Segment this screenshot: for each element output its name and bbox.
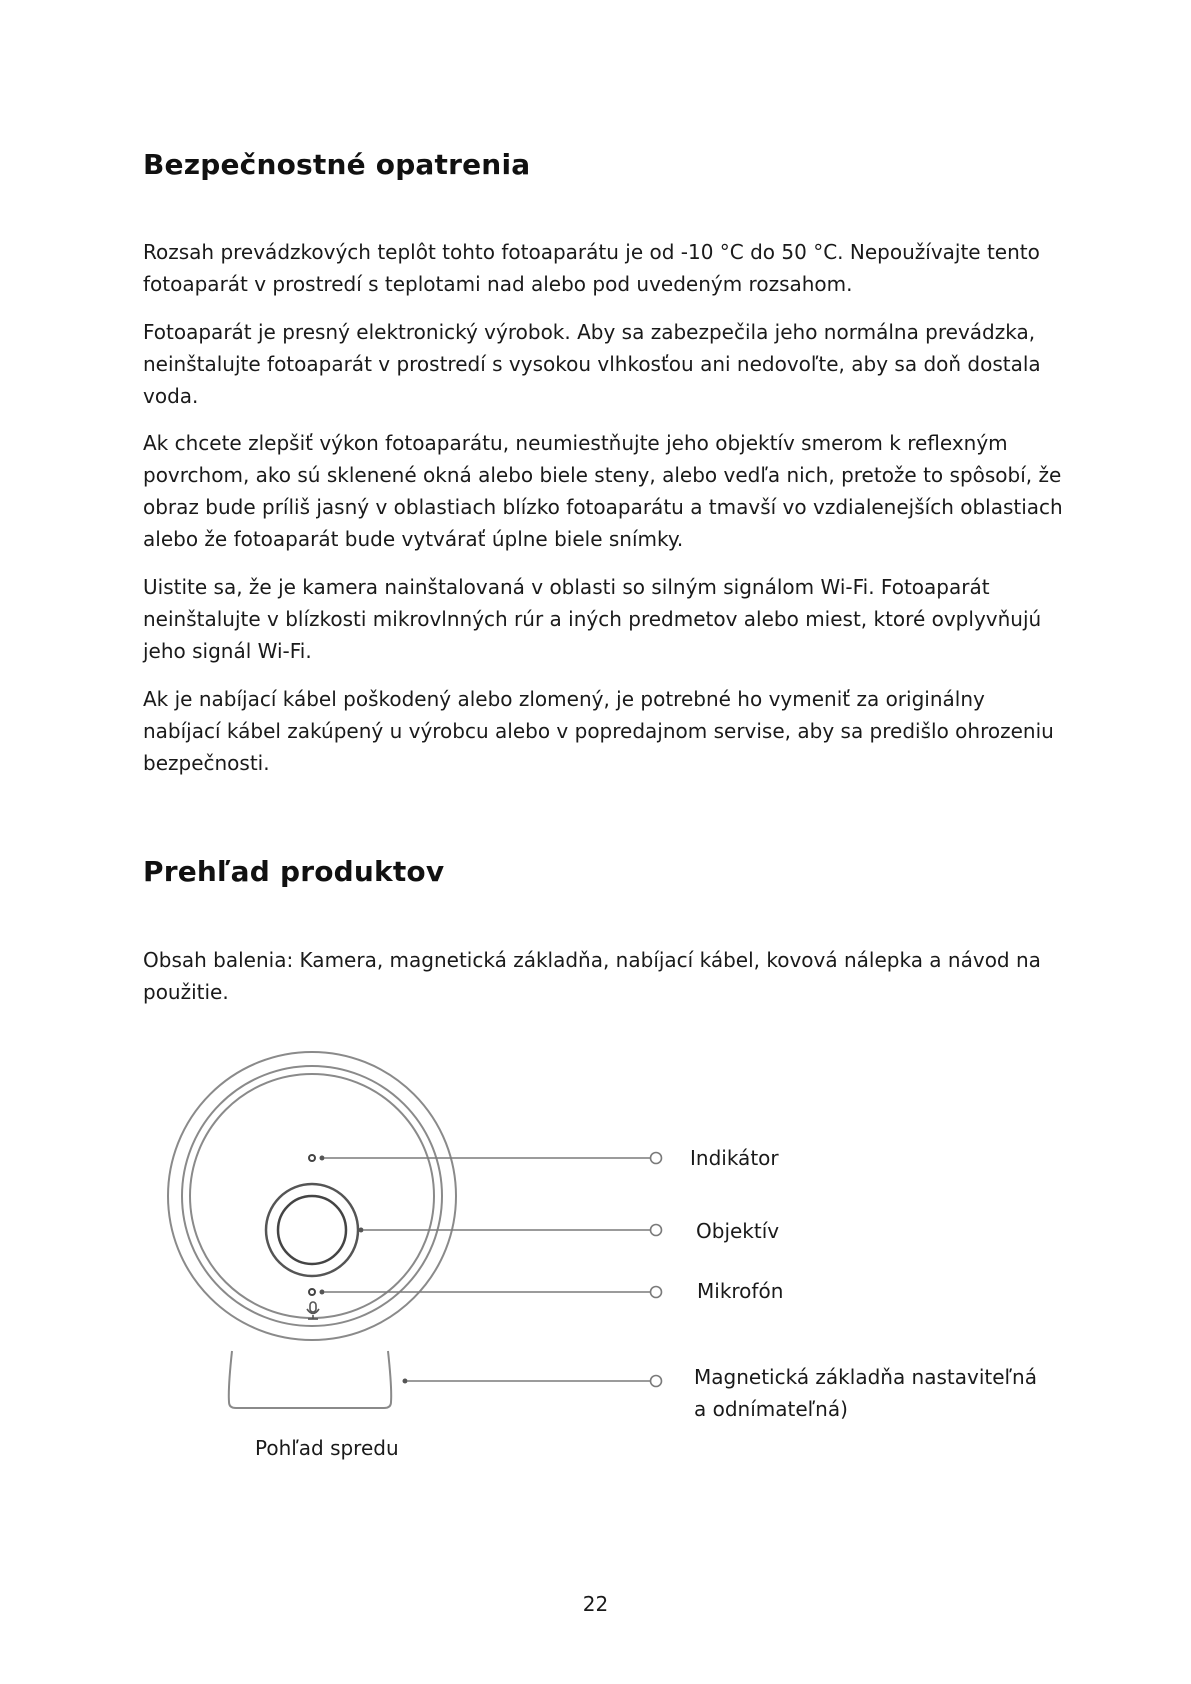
package-contents-paragraph: Obsah balenia: Kamera, magnetická základňa, nabíjací kábel, kovová nálepka a návod na použitie.	[143, 948, 1041, 1004]
label-microphone: Mikrofón	[697, 1279, 784, 1303]
label-indicator: Indikátor	[690, 1146, 779, 1170]
safety-paragraph-4: Uistite sa, že je kamera nainštalovaná v oblasti so silným signálom Wi-Fi. Fotoaparát neinštalujte v blízkosti mikrovlnných rúr a iných predmetov alebo miest, ktoré ovplyvňujú jeho signál Wi-Fi.	[143, 575, 1042, 663]
magnetic-base-shape	[229, 1351, 391, 1408]
safety-paragraph-5: Ak je nabíjací kábel poškodený alebo zlomený, je potrebné ho vymeniť za originálny nabíjací kábel zakúpený u výrobcu alebo v popredajnom servise, aby sa predišlo ohrozeniu bezpečnosti.	[143, 687, 1054, 775]
section-title-product-overview: Prehľad produktov	[143, 855, 445, 888]
section-title-safety: Bezpečnostné opatrenia	[143, 148, 531, 181]
diagram-caption: Pohľad spredu	[255, 1436, 399, 1460]
label-lens: Objektív	[696, 1219, 780, 1243]
safety-paragraph-3: Ak chcete zlepšiť výkon fotoaparátu, neumiestňujte jeho objektív smerom k reflexným povrchom, ako sú sklenené okná alebo biele steny, alebo vedľa nich, pretože to spôsobí, že obraz bude príliš jasný v oblastiach blízko fotoaparátu a tmavší vo vzdialenejších oblastiach alebo že fotoaparát bude vytvárať úplne biele snímky.	[143, 431, 1063, 551]
safety-paragraph-2: Fotoaparát je presný elektronický výrobok. Aby sa zabezpečila jeho normálna prevádzka, neinštalujte fotoaparát v prostredí s vysokou vlhkosťou ani nedovoľte, aby sa doň dostala voda.	[143, 320, 1041, 408]
label-base-line2: a odnímateľná)	[694, 1397, 848, 1421]
safety-paragraph-1: Rozsah prevádzkových teplôt tohto fotoaparátu je od -10 °C do 50 °C. Nepoužívajte tento fotoaparát v prostredí s teplotami nad alebo pod uvedeným rozsahom.	[143, 240, 1040, 296]
label-base-line1: Magnetická základňa nastaviteľná	[694, 1365, 1037, 1389]
page-number: 22	[582, 1592, 609, 1616]
